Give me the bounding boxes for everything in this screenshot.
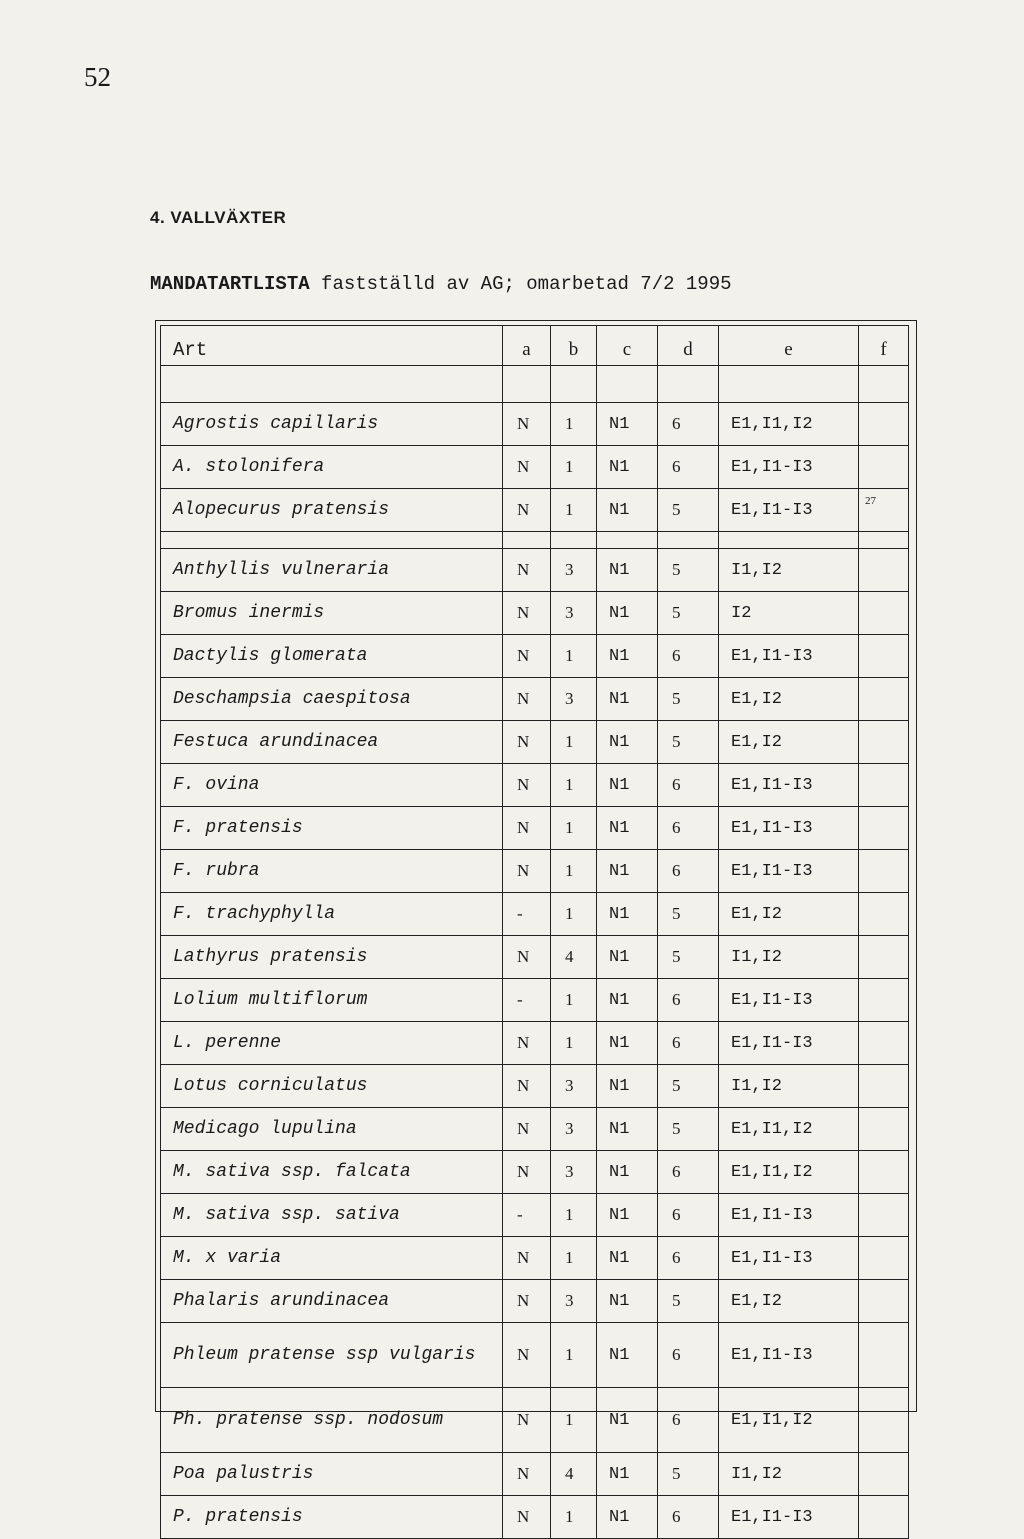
cell-f [859, 850, 909, 893]
cell-e: I1,I2 [719, 936, 859, 979]
cell-b: 1 [551, 807, 597, 850]
cell-b: 3 [551, 1108, 597, 1151]
cell-e: I2 [719, 592, 859, 635]
cell-b: 1 [551, 635, 597, 678]
cell-d: 6 [658, 807, 719, 850]
cell-c: N1 [597, 446, 658, 489]
cell-b: 3 [551, 592, 597, 635]
empty-cell [658, 532, 719, 549]
cell-f [859, 807, 909, 850]
table-row [161, 489, 909, 532]
subtitle-text: fastställd av AG; omarbetad 7/2 1995 [309, 273, 732, 295]
cell-e: E1,I1,I2 [719, 1388, 859, 1453]
cell-d: 6 [658, 1496, 719, 1539]
table-row [161, 403, 909, 446]
cell-f [859, 1151, 909, 1194]
cell-d: 6 [658, 1151, 719, 1194]
cell-b: 1 [551, 403, 597, 446]
cell-c: N1 [597, 1496, 658, 1539]
cell-e: E1,I1-I3 [719, 979, 859, 1022]
table-row [161, 1453, 909, 1496]
cell-b: 4 [551, 936, 597, 979]
cell-a: N [503, 592, 551, 635]
cell-a: N [503, 1280, 551, 1323]
cell-a: N [503, 1237, 551, 1280]
cell-e: E1,I2 [719, 678, 859, 721]
cell-c: N1 [597, 1022, 658, 1065]
cell-e: E1,I1-I3 [719, 850, 859, 893]
header-e: e [719, 326, 859, 366]
empty-cell [503, 366, 551, 403]
cell-a: N [503, 678, 551, 721]
cell-e: I1,I2 [719, 549, 859, 592]
cell-f [859, 549, 909, 592]
table-row [161, 446, 909, 489]
cell-art: M. x varia [161, 1237, 503, 1280]
header-b: b [551, 326, 597, 366]
cell-b: 1 [551, 764, 597, 807]
cell-b: 1 [551, 489, 597, 532]
empty-cell [859, 366, 909, 403]
empty-cell [551, 532, 597, 549]
cell-c: N1 [597, 549, 658, 592]
cell-e: I1,I2 [719, 1453, 859, 1496]
cell-b: 1 [551, 850, 597, 893]
header-art: Art [161, 326, 503, 366]
cell-c: N1 [597, 850, 658, 893]
cell-e: E1,I1-I3 [719, 1237, 859, 1280]
cell-a: N [503, 721, 551, 764]
header-d: d [658, 326, 719, 366]
table-row [161, 1323, 909, 1388]
cell-e: E1,I1,I2 [719, 1151, 859, 1194]
cell-e: E1,I1-I3 [719, 446, 859, 489]
cell-art: F. trachyphylla [161, 893, 503, 936]
cell-c: N1 [597, 1194, 658, 1237]
cell-art: A. stolonifera [161, 446, 503, 489]
cell-b: 3 [551, 1280, 597, 1323]
table-row [161, 936, 909, 979]
cell-a: N [503, 489, 551, 532]
cell-art: Lolium multiflorum [161, 979, 503, 1022]
cell-c: N1 [597, 764, 658, 807]
cell-art: Dactylis glomerata [161, 635, 503, 678]
empty-cell [719, 366, 859, 403]
cell-e: E1,I2 [719, 721, 859, 764]
cell-art: Phleum pratense ssp vulgaris [161, 1323, 503, 1388]
table-row [161, 1496, 909, 1539]
table-row [161, 1065, 909, 1108]
empty-cell [859, 532, 909, 549]
subtitle-label: MANDATARTLISTA [150, 273, 310, 295]
cell-art: Bromus inermis [161, 592, 503, 635]
cell-art: F. rubra [161, 850, 503, 893]
cell-b: 3 [551, 1065, 597, 1108]
cell-f [859, 1065, 909, 1108]
cell-c: N1 [597, 403, 658, 446]
cell-a: N [503, 549, 551, 592]
cell-b: 1 [551, 446, 597, 489]
empty-cell [658, 366, 719, 403]
cell-d: 5 [658, 1280, 719, 1323]
cell-e: E1,I1-I3 [719, 635, 859, 678]
species-table [160, 325, 909, 1539]
cell-a: N [503, 446, 551, 489]
table-row [161, 893, 909, 936]
cell-d: 6 [658, 403, 719, 446]
cell-e: E1,I1-I3 [719, 489, 859, 532]
cell-d: 6 [658, 1388, 719, 1453]
cell-b: 3 [551, 549, 597, 592]
section-title: 4. VALLVÄXTER [150, 208, 287, 227]
cell-a: N [503, 1108, 551, 1151]
table-row [161, 549, 909, 592]
table-row [161, 635, 909, 678]
cell-d: 6 [658, 1237, 719, 1280]
table-row [161, 1022, 909, 1065]
cell-e: E1,I2 [719, 1280, 859, 1323]
table-row [161, 764, 909, 807]
cell-e: E1,I1-I3 [719, 1194, 859, 1237]
cell-a: N [503, 1151, 551, 1194]
cell-e: I1,I2 [719, 1065, 859, 1108]
cell-c: N1 [597, 1065, 658, 1108]
cell-a: N [503, 1323, 551, 1388]
cell-c: N1 [597, 807, 658, 850]
table-row [161, 807, 909, 850]
table-row [161, 592, 909, 635]
cell-b: 1 [551, 1194, 597, 1237]
cell-e: E1,I1,I2 [719, 1108, 859, 1151]
cell-c: N1 [597, 489, 658, 532]
table-subtitle [150, 273, 732, 295]
cell-d: 6 [658, 979, 719, 1022]
cell-art: Lathyrus pratensis [161, 936, 503, 979]
cell-b: 1 [551, 893, 597, 936]
table-row [161, 979, 909, 1022]
cell-a: - [503, 893, 551, 936]
cell-e: E1,I1-I3 [719, 807, 859, 850]
cell-art: Deschampsia caespitosa [161, 678, 503, 721]
cell-a: N [503, 1453, 551, 1496]
cell-d: 6 [658, 446, 719, 489]
header-c: c [597, 326, 658, 366]
cell-e: E1,I1-I3 [719, 1022, 859, 1065]
cell-d: 6 [658, 1022, 719, 1065]
cell-b: 1 [551, 1237, 597, 1280]
cell-f [859, 1453, 909, 1496]
cell-art: M. sativa ssp. sativa [161, 1194, 503, 1237]
cell-art: Medicago lupulina [161, 1108, 503, 1151]
table-row [161, 1108, 909, 1151]
cell-c: N1 [597, 1323, 658, 1388]
cell-f [859, 979, 909, 1022]
empty-cell [597, 366, 658, 403]
cell-c: N1 [597, 635, 658, 678]
cell-f [859, 1323, 909, 1388]
cell-art: Lotus corniculatus [161, 1065, 503, 1108]
cell-art: Anthyllis vulneraria [161, 549, 503, 592]
cell-f [859, 893, 909, 936]
cell-art: F. pratensis [161, 807, 503, 850]
cell-d: 6 [658, 850, 719, 893]
cell-b: 3 [551, 1151, 597, 1194]
cell-a: N [503, 635, 551, 678]
cell-art: M. sativa ssp. falcata [161, 1151, 503, 1194]
cell-b: 1 [551, 1323, 597, 1388]
cell-a: - [503, 1194, 551, 1237]
cell-a: N [503, 764, 551, 807]
header-spacer-row [161, 366, 909, 403]
cell-b: 1 [551, 721, 597, 764]
table-row [161, 1280, 909, 1323]
cell-d: 6 [658, 635, 719, 678]
cell-d: 6 [658, 1194, 719, 1237]
table-row [161, 1237, 909, 1280]
cell-art: P. pratensis [161, 1496, 503, 1539]
cell-a: N [503, 1022, 551, 1065]
cell-f [859, 1388, 909, 1453]
table-row [161, 721, 909, 764]
header-f: f [859, 326, 909, 366]
cell-f [859, 764, 909, 807]
table-row [161, 850, 909, 893]
cell-b: 4 [551, 1453, 597, 1496]
cell-d: 5 [658, 489, 719, 532]
cell-d: 5 [658, 721, 719, 764]
page-number: 52 [84, 62, 111, 92]
empty-cell [551, 366, 597, 403]
cell-d: 5 [658, 678, 719, 721]
cell-art: Poa palustris [161, 1453, 503, 1496]
cell-art: Festuca arundinacea [161, 721, 503, 764]
cell-d: 5 [658, 936, 719, 979]
cell-c: N1 [597, 893, 658, 936]
cell-a: N [503, 936, 551, 979]
cell-a: N [503, 1065, 551, 1108]
cell-b: 3 [551, 678, 597, 721]
cell-c: N1 [597, 1108, 658, 1151]
cell-d: 5 [658, 1065, 719, 1108]
cell-f [859, 721, 909, 764]
cell-d: 5 [658, 1453, 719, 1496]
empty-cell [161, 532, 503, 549]
cell-f [859, 1280, 909, 1323]
table-row [161, 678, 909, 721]
cell-c: N1 [597, 1453, 658, 1496]
cell-c: N1 [597, 678, 658, 721]
empty-cell [597, 532, 658, 549]
empty-cell [161, 366, 503, 403]
cell-e: E1,I1-I3 [719, 1323, 859, 1388]
table-row [161, 1194, 909, 1237]
cell-art: Ph. pratense ssp. nodosum [161, 1388, 503, 1453]
cell-a: N [503, 850, 551, 893]
cell-b: 1 [551, 1022, 597, 1065]
cell-f: 27 [859, 489, 909, 532]
cell-f [859, 1108, 909, 1151]
cell-d: 5 [658, 592, 719, 635]
table-row [161, 1388, 909, 1453]
cell-b: 1 [551, 1388, 597, 1453]
cell-a: - [503, 979, 551, 1022]
cell-c: N1 [597, 592, 658, 635]
cell-e: E1,I1-I3 [719, 764, 859, 807]
cell-f [859, 1496, 909, 1539]
cell-e: E1,I1,I2 [719, 403, 859, 446]
cell-c: N1 [597, 936, 658, 979]
cell-art: L. perenne [161, 1022, 503, 1065]
cell-f [859, 1194, 909, 1237]
cell-art: Alopecurus pratensis [161, 489, 503, 532]
cell-a: N [503, 807, 551, 850]
empty-cell [503, 532, 551, 549]
cell-f [859, 635, 909, 678]
cell-a: N [503, 1388, 551, 1453]
cell-c: N1 [597, 979, 658, 1022]
cell-b: 1 [551, 1496, 597, 1539]
cell-art: Agrostis capillaris [161, 403, 503, 446]
cell-d: 5 [658, 893, 719, 936]
cell-c: N1 [597, 721, 658, 764]
cell-f [859, 678, 909, 721]
cell-d: 5 [658, 549, 719, 592]
table-body [161, 326, 909, 1539]
empty-cell [719, 532, 859, 549]
cell-d: 5 [658, 1108, 719, 1151]
cell-art: Phalaris arundinacea [161, 1280, 503, 1323]
cell-a: N [503, 403, 551, 446]
table-row [161, 1151, 909, 1194]
header-row [161, 326, 909, 366]
cell-f [859, 446, 909, 489]
cell-d: 6 [658, 764, 719, 807]
header-a: a [503, 326, 551, 366]
cell-d: 6 [658, 1323, 719, 1388]
cell-art: F. ovina [161, 764, 503, 807]
cell-c: N1 [597, 1388, 658, 1453]
cell-a: N [503, 1496, 551, 1539]
cell-c: N1 [597, 1151, 658, 1194]
cell-f [859, 936, 909, 979]
cell-c: N1 [597, 1237, 658, 1280]
cell-e: E1,I2 [719, 893, 859, 936]
cell-c: N1 [597, 1280, 658, 1323]
cell-e: E1,I1-I3 [719, 1496, 859, 1539]
cell-f [859, 1022, 909, 1065]
group-spacer-row [161, 532, 909, 549]
cell-f [859, 1237, 909, 1280]
cell-f [859, 592, 909, 635]
cell-f [859, 403, 909, 446]
cell-b: 1 [551, 979, 597, 1022]
